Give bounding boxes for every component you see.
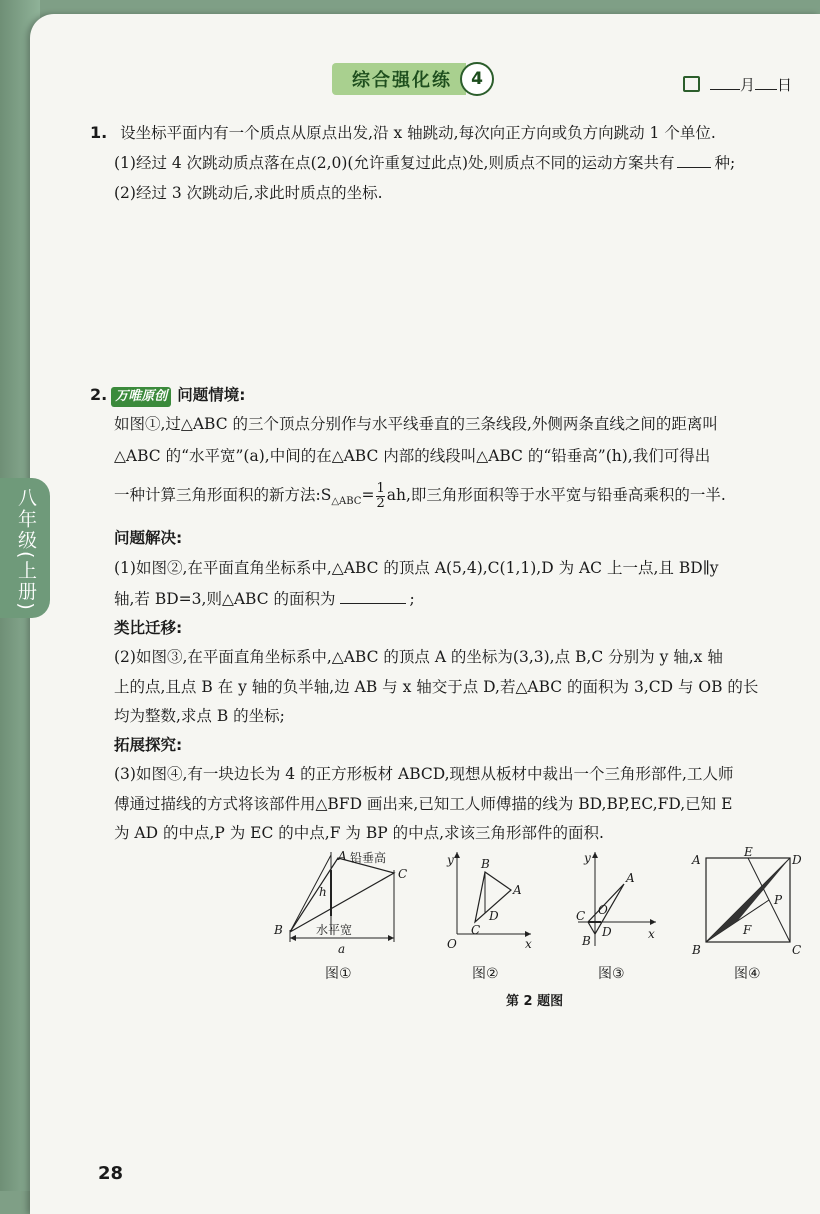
fig2-label-B: B xyxy=(481,857,490,871)
fig3-y-arrow xyxy=(592,852,598,858)
calendar-icon xyxy=(683,76,700,92)
q1-part1-end: 种; xyxy=(714,154,736,172)
fig2-label-C: C xyxy=(471,923,481,937)
fig4-label-C: C xyxy=(792,943,802,957)
q2-s1-line2 xyxy=(114,589,415,609)
q1-part2: (2)经过 3 次跳动后,求此时质点的坐标. xyxy=(114,184,383,202)
month-blank xyxy=(710,89,740,90)
q1-stem-text: 设坐标平面内有一个质点从原点出发,沿 x 轴跳动,每次向正方向或负方向跳动 1 个单位. xyxy=(120,124,716,142)
q2-answer-blank xyxy=(340,603,406,604)
fig1-arrowhead-left xyxy=(290,935,296,941)
explore-title: 拓展探究: xyxy=(114,736,183,754)
q2-s1-line1: (1)如图②,在平面直角坐标系中,△ABC 的顶点 A(5,4),C(1,1),D 为 AC 上一点,且 BD∥y xyxy=(114,559,719,577)
fig4-label-P: P xyxy=(774,893,783,907)
fig3-label-C: C xyxy=(576,909,586,923)
q2-s3-line1: (3)如图④,有一块边长为 4 的正方形板材 ABCD,现想从板材中裁出一个三角形部件,工人师 xyxy=(114,765,734,783)
page-number: 28 xyxy=(98,1163,124,1184)
q2-header xyxy=(90,385,245,407)
solve-title: 问题解决: xyxy=(114,529,183,547)
fig1-label-C: C xyxy=(398,867,408,881)
section-title: 综合强化练 xyxy=(332,63,466,95)
fig2-label-D: D xyxy=(489,909,499,923)
q1-number: 1. xyxy=(90,123,108,142)
q1-part1 xyxy=(114,153,735,173)
q2-intro-line2: △ABC 的“水平宽”(a),中间的在△ABC 内部的线段叫△ABC 的“铅垂高”(h),我们可得出 xyxy=(114,447,711,465)
fig3-label-y: y xyxy=(584,851,591,865)
fig1-label-h: h xyxy=(319,885,327,899)
fig3-label-D: D xyxy=(602,925,612,939)
fig3-label-x: x xyxy=(648,927,655,941)
fig3-label-A: A xyxy=(626,871,635,885)
fig1-triangle xyxy=(290,858,394,932)
fig1-label-B: B xyxy=(274,923,283,937)
q2-s2-line3: 均为整数,求点 B 的坐标; xyxy=(114,707,285,725)
grade-side-tab xyxy=(0,478,50,618)
q2-s3-line2: 傅通过描线的方式将该部件用△BFD 画出来,已知工人师傅描的线为 BD,BP,EC,FD,已知 E xyxy=(114,795,733,813)
fig1-label-a: a xyxy=(338,942,346,956)
fig3-label-O: O xyxy=(598,903,608,917)
fig4-caption: 图④ xyxy=(734,966,761,982)
area-formula-eq: = xyxy=(361,486,375,504)
month-label: 月 xyxy=(739,76,755,94)
grade-label: 八年级(上册) xyxy=(15,488,37,612)
fig3-x-arrow xyxy=(650,919,656,925)
q2-intro-line3 xyxy=(114,480,726,517)
fig3-label-B: B xyxy=(582,934,591,948)
q2-number: 2. xyxy=(90,385,108,404)
q1-stem xyxy=(90,123,716,143)
q2-intro-line1: 如图①,过△ABC 的三个顶点分别作与水平线垂直的三条线段,外侧两条直线之间的距离叫 xyxy=(114,415,718,433)
day-label: 日 xyxy=(776,76,792,94)
fig2-label-A: A xyxy=(513,883,522,897)
day-blank xyxy=(755,89,777,90)
fig2-label-y: y xyxy=(447,853,454,867)
situation-title: 问题情境: xyxy=(177,386,246,404)
fig3-caption: 图③ xyxy=(598,966,625,982)
fig2-caption: 图② xyxy=(472,966,499,982)
figure-2 xyxy=(445,850,535,960)
q1-answer-blank xyxy=(677,167,711,168)
area-formula-rest: ah,即三角形面积等于水平宽与铅垂高乘积的一半. xyxy=(386,486,726,504)
fig4-label-D: D xyxy=(792,853,802,867)
q2-s2-line2: 上的点,且点 B 在 y 轴的负半轴,边 AB 与 x 轴交于点 D,若△ABC 的面积为 3,CD 与 OB 的长 xyxy=(114,678,759,696)
figure-1 xyxy=(268,850,418,960)
q2-s3-line3: 为 AD 的中点,P 为 EC 的中点,F 为 BP 的中点,求该三角形部件的面积. xyxy=(114,824,604,842)
figure-4 xyxy=(688,845,802,960)
q2-s1-end: ; xyxy=(409,590,415,608)
q2-s1-line2-text: 轴,若 BD=3,则△ABC 的面积为 xyxy=(114,590,336,608)
fig1-caption: 图① xyxy=(325,966,352,982)
figure-group-caption: 第 2 题图 xyxy=(506,994,564,1009)
fig4-label-B: B xyxy=(692,943,701,957)
fraction-numerator: 1 xyxy=(376,480,385,496)
fraction-half xyxy=(376,482,384,511)
fig2-label-O: O xyxy=(447,937,457,951)
section-badge xyxy=(332,65,494,93)
fig2-label-x: x xyxy=(525,937,532,951)
section-number: 4 xyxy=(460,62,494,96)
fig1-label-horizontal: 水平宽 xyxy=(316,923,353,937)
fig4-label-F: F xyxy=(743,923,752,937)
brand-tag: 万唯原创 xyxy=(111,387,171,407)
area-formula-s: 一种计算三角形面积的新方法:S xyxy=(114,486,332,504)
fig4-label-A: A xyxy=(692,853,701,867)
q1-part1-text: (1)经过 4 次跳动质点落在点(2,0)(允许重复过此点)处,则质点不同的运动方案共有 xyxy=(114,154,675,172)
fig1-label-A: A xyxy=(338,849,347,863)
fig4-label-E: E xyxy=(744,845,753,859)
analogy-title: 类比迁移: xyxy=(114,619,183,637)
figure-3 xyxy=(570,850,660,960)
date-field xyxy=(683,74,792,95)
fig1-arrowhead-right xyxy=(388,935,394,941)
q2-s2-line1: (2)如图③,在平面直角坐标系中,△ABC 的顶点 A 的坐标为(3,3),点 B,C 分别为 y 轴,x 轴 xyxy=(114,648,723,666)
fig2-y-arrow xyxy=(454,852,460,858)
fig1-label-vertical: 铅垂高 xyxy=(350,851,387,865)
fraction-denominator: 2 xyxy=(376,495,385,511)
area-formula-sub: △ABC xyxy=(331,496,362,508)
